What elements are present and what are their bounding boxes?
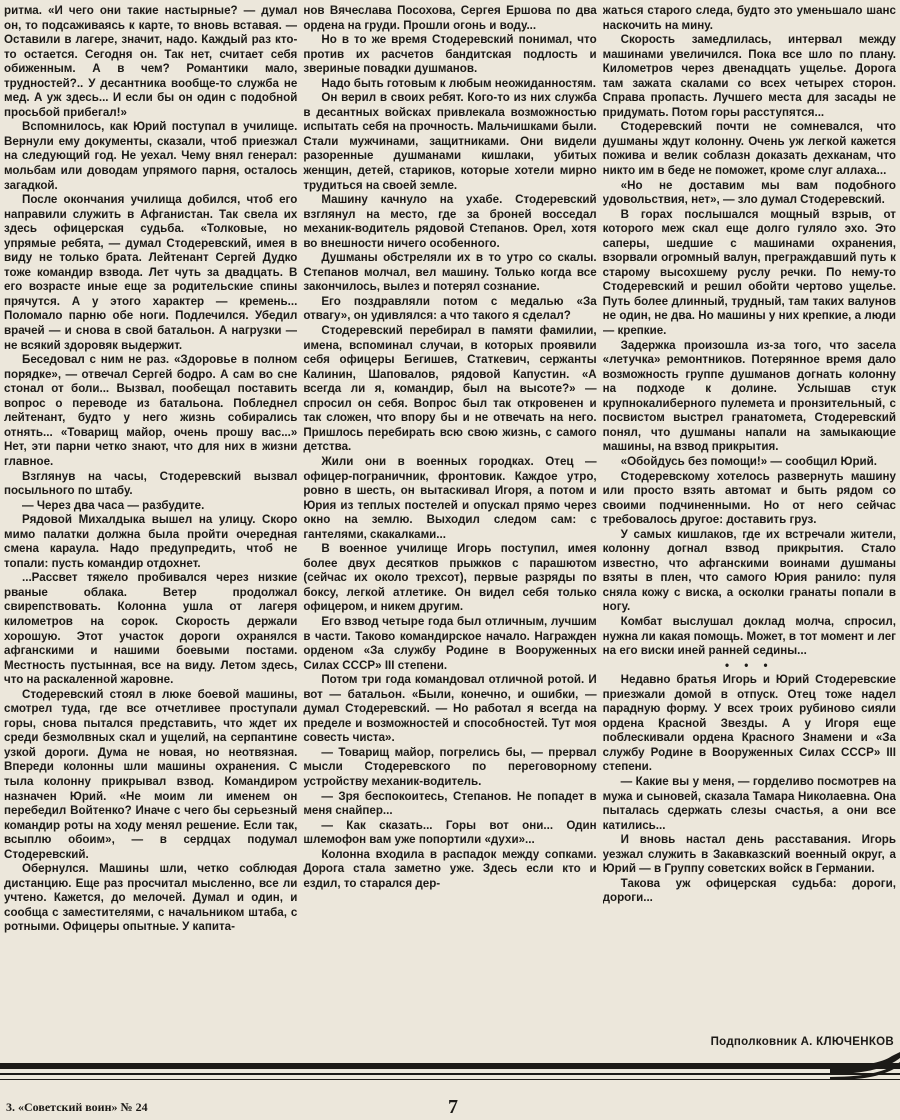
paragraph: Но в то же время Стодеревский понимал, что против их расчетов бандитская подлость и звериные повадки душманов. <box>303 33 597 76</box>
section-separator: • • • <box>725 658 774 672</box>
page-footer <box>0 1094 900 1120</box>
paragraph: — Как сказать... Горы вот они... Один шлемофон вам уже попортили «духи»... <box>303 818 597 847</box>
footer-rule-thick <box>0 1063 900 1069</box>
issue-label: 3. «Советский воин» № 24 <box>6 1100 148 1114</box>
paragraph: Комбат выслушал доклад молча, спросил, нужна ли какая помощь. Может, в тот момент и лег на его виски иней ранней седины... <box>602 614 896 658</box>
paragraph: «Обойдусь без помощи!» — сообщил Юрий. <box>620 454 878 468</box>
paragraph: Потом три года командовал отличной ротой. И вот — батальон. «Были, конечно, и ошибки, — думал Стодеревский. — Но работал я всегда на пределе и возможностей и способностей. Тут моя совесть чиста». <box>303 673 597 745</box>
paragraph: Недавно братья Игорь и Юрий Стодеревские приезжали домой в отпуск. Отец тоже надел парадную форму. У всех троих рубиново сияли ордена Красной Звезды. А у Игоря еще поблескивали ордена Красного Знамени и «За службу Родине в Вооруженных Силах СССР» III степени. <box>602 673 896 774</box>
paragraph: Колонна входила в распадок между сопками. Дорога стала заметно уже. Здесь если кто и ездил, то старался дер- <box>303 847 597 890</box>
paragraph: Стодеревский перебирал в памяти фамилии, имена, вспоминал случаи, в которых проявили себя офицеры Бегишев, Статкевич, сержанты Калинин, Шаповалов, рядовой Капустин. «А всегда ли я, командир, был на высоте?» — спросил он себя. Вопрос был так откровенен и так сложен, что впору бы и не отвечать на него. Пришлось перебирать всю свою жизнь, с самого детства. <box>303 324 597 454</box>
paragraph: Надо быть готовым к любым неожиданностям. <box>321 76 596 90</box>
paragraph: Взглянув на часы, Стодеревский вызвал посыльного по штабу. <box>4 469 298 498</box>
paragraph: После окончания училища добился, чтоб его направили служить в Афганистан. Так свела их здесь офицерская судьба. «Толковые, но упрямые ребята, — думал Стодеревский, имея в виду не только брата. Лейтенант Сергей Дудко тоже командир взвода. Лет чуть за двадцать. В его возрасте иные еще за родительские спины прячутся. А у этого характер — кремень... Поломало парню обе ноги. Подлечился. Убедил врачей — и снова в свой батальон. А нагрузки — не всякий здоровяк выдержит. <box>4 193 298 352</box>
paragraph: Обернулся. Машины шли, четко соблюдая дистанцию. Еще раз просчитал мысленно, все ли учтено. Кажется, до мелочей. Думал и один, и сообща с заместителями, с начальником штаба, с ротными. Офицеры опытные. У капита- <box>4 862 298 934</box>
paragraph: Такова уж офицерская судьба: дороги, дороги... <box>602 876 896 905</box>
paragraph: Машину качнуло на ухабе. Стодеревский взглянул на место, где за броней восседал механик-водитель рядовой Степанов. Орел, хотя во внешности ничего особенного. <box>303 193 597 250</box>
paragraph: ритма. «И чего они такие настырные? — думал он, то подсаживаясь к карте, то вновь вставая. — Оставили в лагере, значит, надо. Каждый раз кто-то остается. Сегодня он. Так нет, считает себя обиженным. А в чем? Романтики мало, трудностей?.. У десантника вообще-то служба не мед. А уж здесь... И если бы он один с подобной просьбой прибегал!» <box>4 4 298 119</box>
paragraph: Задержка произошла из-за того, что засела «летучка» ремонтников. Потерянное время дало возможность группе душманов догнать колонну на подходе к долине. Услышав стук крупнокалиберного пулемета и пронзительный, с посвистом выстрел гранатомета, Стодеревский понял, что душманы напали на замыкающие машины, на взвод прикрытия. <box>602 338 896 454</box>
footer-rule-hairline <box>0 1079 900 1080</box>
article-body <box>4 4 896 1056</box>
page-number: 7 <box>448 1096 458 1118</box>
paragraph: — Какие вы у меня, — горделиво посмотрев на мужа и сыновей, сказала Тамара Николаевна. Она пыталась сдержать слезы счастья, а они все катились... <box>602 774 896 832</box>
paragraph: Вспомнилось, как Юрий поступал в училище. Вернули ему документы, сказали, чтоб приезжал на следующий год. Не уехал. Чему внял генерал: мольбам или доводам упрямого парня, осталось загадкой. <box>4 120 298 192</box>
paragraph: И вновь настал день расставания. Игорь уезжал служить в Закавказский военный округ, а Юрий — в Группу советских войск в Германии. <box>602 833 896 876</box>
footer-rule-thin <box>0 1073 900 1075</box>
paragraph: ...Рассвет тяжело пробивался через низкие рваные облака. Ветер продолжал свирепствовать. Колонна ушла от лагеря километров на сорок. Скорость держали хорошую. Этот участок дороги охранялся афганскими и нашими боевыми постами. Местность пустынная, все на виду. Летом здесь, что на раскаленной жаровне. <box>4 571 298 687</box>
paragraph: Душманы обстреляли их в то утро со скалы. Степанов молчал, вел машину. Только когда все закончилось, вылез и потерял сознание. <box>303 251 597 294</box>
paragraph: Его взвод четыре года был отличным, лучшим в части. Таково командирское начало. Награжден орденом «За службу Родине в Вооруженных Силах СССР» III степени. <box>303 614 597 672</box>
paragraph: Скорость замедлилась, интервал между машинами увеличился. Пока все шло по плану. Километров через двенадцать ущелье. Дорога там зажата скалами со всех четырех сторон. Справа пропасть. Лучшего места для засады не придумать. Потом горы расступятся... <box>602 33 896 119</box>
text-column-3 <box>603 4 896 1056</box>
paragraph: — Через два часа — разбудите. <box>22 498 205 512</box>
paragraph: Его поздравляли потом с медалью «За отвагу», он удивлялся: а что такого я сделал? <box>303 294 597 323</box>
paragraph: Стодеревский стоял в люке боевой машины, смотрел туда, где все отчетливее проступали горы, снова пытался представить, что ждет их среди безмолвных скал и ущелий, на серпантине узкой дороги. Дума не новая, но неотвязная. Впереди колонны шли машины охранения. С тыла колонну прикрывал взвод. Командиром назначен Юрий. «Не моим ли именем он перебедил Войтенко? Иначе с чего бы серьезный командир роты на ходу менял решение. Если так, всыплю обоим», — в сердцах подумал Стодеревский. <box>4 687 298 861</box>
paragraph: У самых кишлаков, где их встречали жители, колонну догнал взвод прикрытия. Стало известно, что афганскими воинами душманы взяты в плен, что самого Юрия ранило: пуля сняла кожу с виска, а осколки гранаты попали в ногу. <box>602 527 896 614</box>
paragraph: Он верил в своих ребят. Кого-то из них служба в десантных войсках привлекала возможностью испытать себя на прочность. Мальчишками были. Стали мужчинами, защитниками. Они видели разоренные душманами кишлаки, убитых женщин, детей, стариков, которые хотели мирно трудиться на своей земле. <box>303 91 597 192</box>
paragraph: Беседовал с ним не раз. «Здоровье в полном порядке», — отвечал Сергей бодро. А сам во сне стонал от боли... Вызвал, пообещал поставить вопрос о переводе из батальона. Побледнел лейтенант, будто у него жизнь собирались отнять... «Товарищ майор, очень прошу вас...» Нет, эти парни четко знают, что для них в жизни главное. <box>4 353 298 468</box>
author-signature: Подполковник А. КЛЮЧЕНКОВ <box>710 1036 894 1048</box>
paragraph: жаться старого следа, будто это уменьшало шанс наскочить на мину. <box>602 4 896 32</box>
paragraph: нов Вячеслава Посохова, Сергея Ершова по два ордена на груди. Прошли огонь и воду... <box>303 4 597 32</box>
paragraph: Стодеревскому хотелось развернуть машину или просто взять автомат и быть рядом со своими подчиненными. Но от него сейчас требовалось другое: доставить груз. <box>602 469 896 527</box>
paragraph: В горах послышался мощный взрыв, от которого меж скал еще долго гуляло эхо. Это саперы, шедшие с машинами охранения, взорвали огромный валун, преграждавший путь к старому высохшему руслу речки. По нему-то Стодеревский и решил обойти чертово ущелье. Путь более длинный, трудный, там таких валунов не один, не два. Но машины у них крепкие, а люди — крепкие. <box>602 207 896 338</box>
paragraph: — Товарищ майор, погрелись бы, — прервал мысли Стодеревского по переговорному устройству механик-водитель. <box>303 745 597 788</box>
paragraph: Стодеревский почти не сомневался, что душманы ждут колонну. Очень уж легкой кажется пожива и велик соблазн доказать дехканам, что никто им в беде не поможет, кроме слуг аллаха... <box>602 120 896 178</box>
paragraph: Жили они в военных городках. Отец — офицер-пограничник, фронтовик. Каждое утро, ровно в шесть, он вытаскивал Игоря, а потом и Юрия из теплых постелей и опускал прямо через окно на землю. Выходил следом сам: с гантелями, скакалками... <box>303 454 597 541</box>
paragraph: В военное училище Игорь поступил, имея более двух десятков прыжков с парашютом (сейчас их около трехсот), первые разряды по боксу, легкой атлетике. Он видел себя только офицером, и никем другим. <box>303 542 597 614</box>
paragraph: «Но не доставим мы вам подобного удовольствия, нет», — зло думал Стодеревский. <box>602 178 896 207</box>
paragraph: — Зря беспокоитесь, Степанов. Не попадет в меня снайпер... <box>303 789 597 818</box>
paragraph: Рядовой Михалдыка вышел на улицу. Скоро мимо палатки должна была пройти очередная смена караула. Надо предупредить, чтоб не топали: пусть командир отдохнет. <box>4 513 298 570</box>
rule-curl-ornament <box>830 1052 900 1092</box>
text-column-1 <box>4 4 297 1056</box>
text-column-2 <box>303 4 596 1056</box>
